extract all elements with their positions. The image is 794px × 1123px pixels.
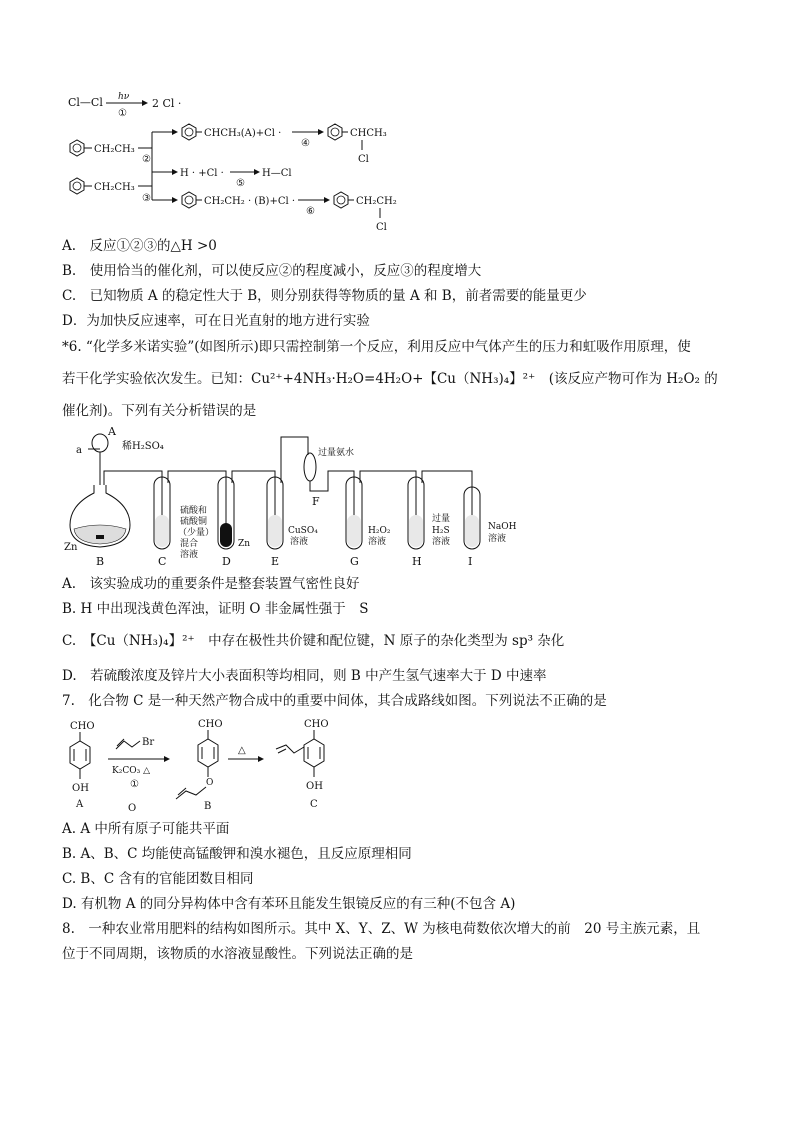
q6-option-c: C. 【Cu（NH₃)₄】²⁺ 中存在极性共价键和配位键，N 原子的杂化类型为 sp³ 杂化 bbox=[62, 633, 565, 649]
flask-zn-label: Zn bbox=[64, 542, 78, 553]
label-compound-C: C bbox=[310, 799, 318, 810]
q7-option-c: C. B、C 含有的官能团数目相同 bbox=[62, 871, 254, 887]
g-liquid-1: H₂O₂ bbox=[368, 526, 391, 536]
q8-stem-line1: 8. 一种农业常用肥料的结构如图所示。其中 X、Y、Z、W 为核电荷数依次增大的前 20 号主族元素，且 bbox=[62, 921, 701, 937]
q5-option-d: D．为加快反应速率，可在日光直射的地方进行实验 bbox=[62, 313, 370, 329]
label-B: B bbox=[96, 555, 105, 568]
c-liquid-1: 硫酸和 bbox=[180, 506, 208, 516]
e-liquid-1: CuSO₄ bbox=[288, 526, 318, 536]
label-H: H bbox=[412, 555, 422, 568]
hcl-product: H—Cl bbox=[262, 168, 292, 179]
radical-b-text: CH₂CH₂ · (B)+Cl · bbox=[204, 196, 296, 207]
q5-option-c: C. 已知物质 A 的稳定性大于 B，则分别获得等物质的量 A 和 B，前者需要的能量更少 bbox=[62, 288, 587, 304]
q6-option-d: D. 若硫酸浓度及锌片大小表面积等均相同，则 B 中产生氢气速率大于 D 中速率 bbox=[62, 668, 547, 684]
b-o: O bbox=[206, 778, 214, 788]
c-liquid-5: 溶液 bbox=[180, 550, 199, 560]
step5-label: ⑤ bbox=[236, 178, 245, 189]
label-E: E bbox=[271, 555, 280, 568]
step6-label: ⑥ bbox=[306, 206, 315, 217]
ethyl-1: CH₂CH₃ bbox=[94, 144, 135, 155]
q5-option-b: B. 使用恰当的催化剂，可以使反应②的程度减小，反应③的程度增大 bbox=[62, 263, 482, 279]
q6-stem-line2: 若干化学实验依次发生。已知：Cu²⁺+4NH₃·H₂O=4H₂O+【Cu（NH₃)₄】²⁺ (该反应产物可作为 H₂O₂ 的 bbox=[62, 371, 718, 387]
h-cl-radicals: H · +Cl · bbox=[180, 168, 224, 179]
label-I: I bbox=[468, 555, 473, 568]
product-b-cl: Cl bbox=[376, 222, 387, 233]
h-liquid-3: 溶液 bbox=[432, 537, 451, 547]
b-cho: CHO bbox=[198, 719, 223, 730]
q6-option-a: A. 该实验成功的重要条件是整套装置气密性良好 bbox=[62, 576, 360, 592]
label-F: F bbox=[312, 495, 320, 508]
o-label: O bbox=[128, 803, 137, 814]
label-C: C bbox=[158, 555, 167, 568]
q6-stem-line1: *6. “化学多米诺实验”(如图所示)即只需控制第一个反应，利用反应中气体产生的压力和虹吸作用原理，使 bbox=[62, 339, 691, 355]
c-liquid-3: （少量） bbox=[178, 528, 215, 538]
heat-label: △ bbox=[238, 745, 246, 756]
q7-option-d: D. 有机物 A 的同分异构体中含有苯环且能发生银镜反应的有三种(不包含 A) bbox=[62, 896, 516, 912]
cl-radical-text: 2 Cl · bbox=[152, 97, 182, 110]
c-cho: CHO bbox=[304, 719, 329, 730]
benzene-ring-1 bbox=[70, 140, 84, 156]
ethyl-2: CH₂CH₃ bbox=[94, 182, 135, 193]
label-compound-A: A bbox=[76, 799, 84, 810]
route-step1: ① bbox=[130, 779, 139, 790]
c-oh: OH bbox=[306, 781, 323, 792]
radical-a-text: CHCH₃(A)+Cl · bbox=[204, 128, 282, 139]
domino-apparatus-diagram bbox=[60, 425, 530, 570]
label-D: D bbox=[222, 555, 231, 568]
label-G: G bbox=[350, 555, 359, 568]
product-a-text: CHCH₃ bbox=[350, 128, 387, 139]
q8-stem-line2: 位于不同周期，该物质的水溶液显酸性。下列说法正确的是 bbox=[62, 946, 413, 962]
product-a-cl: Cl bbox=[358, 154, 369, 165]
label-a-lower: a bbox=[76, 445, 82, 456]
h-liquid-1: 过量 bbox=[432, 514, 451, 524]
g-liquid-2: 溶液 bbox=[368, 537, 387, 547]
radical-reaction-scheme bbox=[60, 88, 420, 233]
e-liquid-2: 溶液 bbox=[290, 537, 309, 547]
c-liquid-4: 混合 bbox=[180, 539, 199, 549]
allyl-br: Br bbox=[142, 737, 155, 748]
q7-option-b: B. A、B、C 均能使高锰酸钾和溴水褪色，且反应原理相同 bbox=[62, 846, 412, 862]
hv-text: hν bbox=[118, 92, 130, 102]
i-liquid-1: NaOH bbox=[488, 522, 517, 532]
h-liquid-2: H₂S bbox=[432, 526, 450, 536]
f-label-text: 过量氨水 bbox=[318, 448, 355, 458]
step1-label: ① bbox=[118, 108, 127, 119]
a-oh: OH bbox=[72, 783, 89, 794]
a-cho: CHO bbox=[70, 721, 95, 732]
step4-label: ④ bbox=[301, 138, 310, 149]
i-liquid-2: 溶液 bbox=[488, 534, 507, 544]
product-b-text: CH₂CH₂ bbox=[356, 196, 397, 207]
q7-stem: 7. 化合物 C 是一种天然产物合成中的重要中间体，其合成路线如图。下列说法不正确的是 bbox=[62, 693, 607, 709]
step2-label: ② bbox=[142, 154, 151, 165]
k2co3-reagent: K₂CO₃ △ bbox=[112, 766, 150, 776]
cl2-text: Cl—Cl bbox=[68, 96, 103, 109]
benzene-ring-2 bbox=[70, 178, 84, 194]
d-zn-label: Zn bbox=[238, 539, 251, 549]
label-compound-B: B bbox=[204, 801, 212, 812]
q6-option-b: B. H 中出现浅黄色浑浊，证明 O 非金属性强于 S bbox=[62, 601, 369, 617]
q7-option-a: A. A 中所有原子可能共平面 bbox=[62, 821, 230, 837]
step3-label: ③ bbox=[142, 193, 151, 204]
c-liquid-2: 硫酸铜 bbox=[180, 517, 208, 527]
q6-stem-line3: 催化剂)。下列有关分析错误的是 bbox=[62, 403, 257, 419]
dilute-acid-label: 稀H₂SO₄ bbox=[122, 441, 164, 452]
label-A: A bbox=[108, 425, 116, 438]
q5-option-a: A. 反应①②③的△H >0 bbox=[62, 238, 217, 254]
